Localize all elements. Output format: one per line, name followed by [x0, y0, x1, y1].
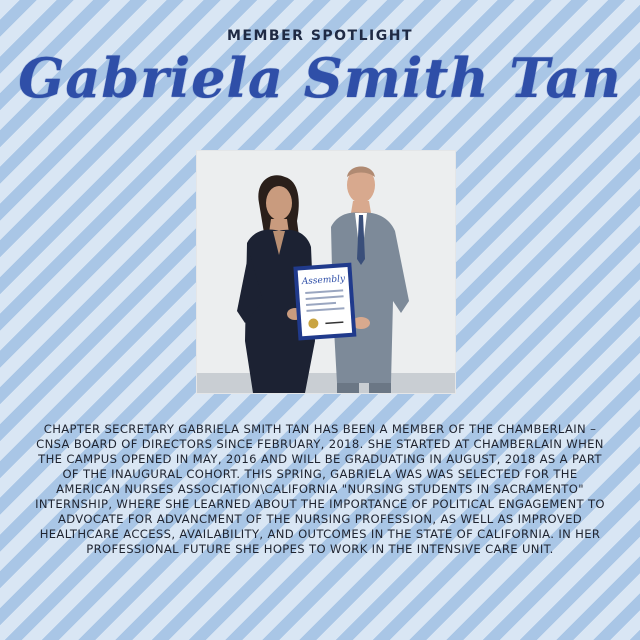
member-name: Gabriela Smith Tan — [18, 46, 622, 110]
member-photo — [196, 150, 456, 394]
certificate — [293, 263, 356, 341]
eyebrow-title: MEMBER SPOTLIGHT — [227, 28, 413, 44]
certificate-title: Assembly — [301, 274, 346, 288]
photo-floor — [197, 373, 455, 393]
bio-paragraph: CHAPTER SECRETARY GABRIELA SMITH TAN HAS BEEN A MEMBER OF THE CHAMBERLAIN –CNSA BOARD OF DIRECTORS SINCE FEBRUARY, 2018. SHE STARTED AT CHAMBERLAIN WHEN THE CAMPUS OPENED IN MAY, 2016 AND WILL BE GRADUATING IN AUGUST, 2018 AS A PART OF THE INAUGURAL COHORT. THIS SPRING, GABRIELA WAS WAS SELECTED FOR THE AMERICAN NURSES ASSOCIATION\CALIFORNIA "NURSING STUDENTS IN SACRAMENTO" INTERNSHIP, WHERE SHE LEARNED ABOUT THE IMPORTANCE OF POLITICAL ENGAGEMENT TO ADVOCATE FOR ADVANCMENT OF THE NURSING PROFESSION, AS WELL AS IMPROVED HEALTHCARE ACCESS, AVAILABILITY, AND OUTCOMES IN THE STATE OF CALIFORNIA. IN HER PROFESSIONAL FUTURE SHE HOPES TO WORK IN THE INTENSIVE CARE UNIT. — [35, 422, 605, 556]
